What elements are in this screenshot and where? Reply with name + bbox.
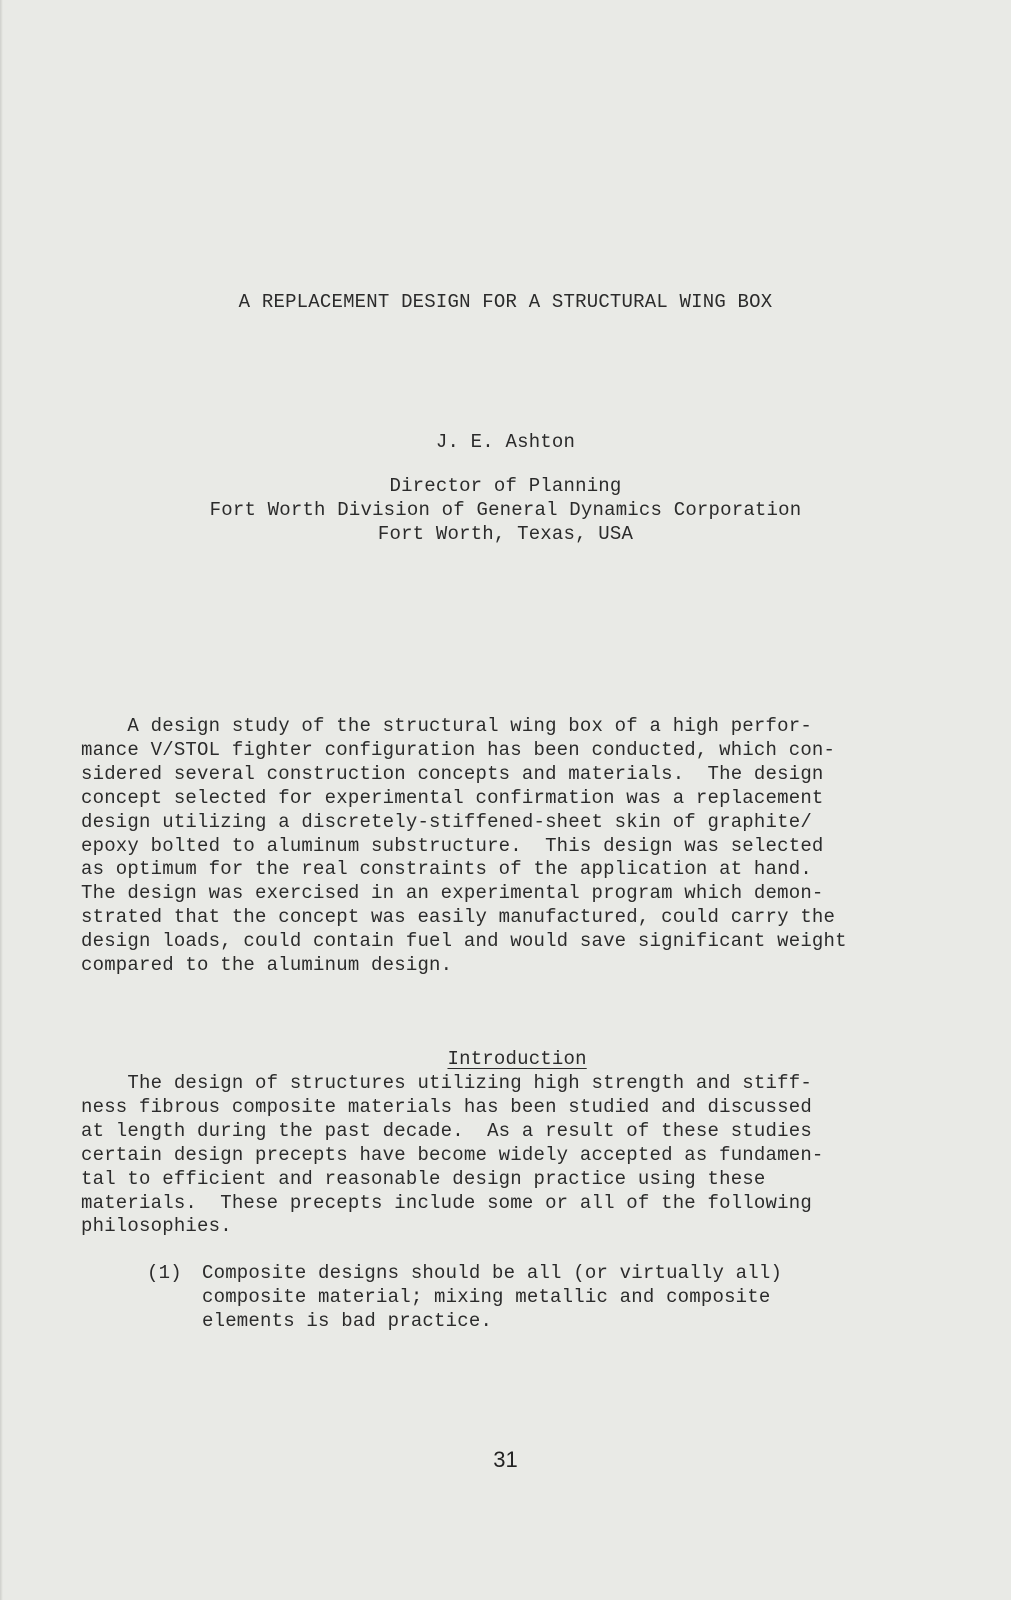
paragraph-line: philosophies. (81, 1215, 232, 1238)
paragraph-line: tal to efficient and reasonable design practice using these (81, 1167, 766, 1190)
author-role: Director of Planning (389, 475, 622, 497)
author-location: Fort Worth, Texas, USA (377, 523, 634, 545)
paragraph-line: The design of structures utilizing high strength and stiff- (81, 1072, 812, 1094)
section-heading-wrap (0, 1023, 1011, 1071)
list-line: composite material; mixing metallic and composite (202, 1286, 771, 1308)
paragraph-line: A design study of the structural wing box of a high perfor- (81, 715, 812, 737)
paragraph-line: mance V/STOL fighter configuration has been conducted, which con- (81, 738, 836, 761)
list-line: Composite designs should be all (or virtually all) (202, 1262, 783, 1284)
page-edge (0, 0, 3, 1600)
paragraph-line: as optimum for the real constraints of the application at hand. (81, 858, 812, 881)
list-line: elements is bad practice. (202, 1310, 493, 1332)
paper-title: A REPLACEMENT DESIGN FOR A STRUCTURAL WING BOX (238, 291, 773, 313)
paragraph-line: materials. These precepts include some or all of the following (81, 1191, 812, 1214)
paragraph-line: ness fibrous composite materials has been studied and discussed (81, 1095, 812, 1118)
paragraph-line: The design was exercised in an experimental program which demon- (81, 882, 824, 905)
paragraph-line: epoxy bolted to aluminum substructure. This design was selected (81, 834, 824, 857)
paragraph-line: sidered several construction concepts and materials. The design (81, 762, 824, 785)
author-organization: Fort Worth Division of General Dynamics Corporation (209, 499, 802, 521)
author-name: J. E. Ashton (435, 431, 576, 453)
page-number: 31 (493, 1447, 518, 1472)
paragraph-line: design loads, could contain fuel and would save significant weight (81, 930, 847, 953)
section-heading-introduction: Introduction (447, 1048, 587, 1070)
paragraph-line: design utilizing a discretely-stiffened-sheet skin of graphite/ (81, 810, 812, 833)
list-marker: (1) (147, 1262, 182, 1284)
paragraph-line: at length during the past decade. As a result of these studies (81, 1119, 812, 1142)
paragraph-line: concept selected for experimental confirmation was a replacement (81, 786, 824, 809)
paragraph-line: compared to the aluminum design. (81, 954, 453, 976)
paragraph-line: strated that the concept was easily manufactured, could carry the (81, 906, 836, 929)
paragraph-line: certain design precepts have become widely accepted as fundamen- (81, 1143, 824, 1166)
